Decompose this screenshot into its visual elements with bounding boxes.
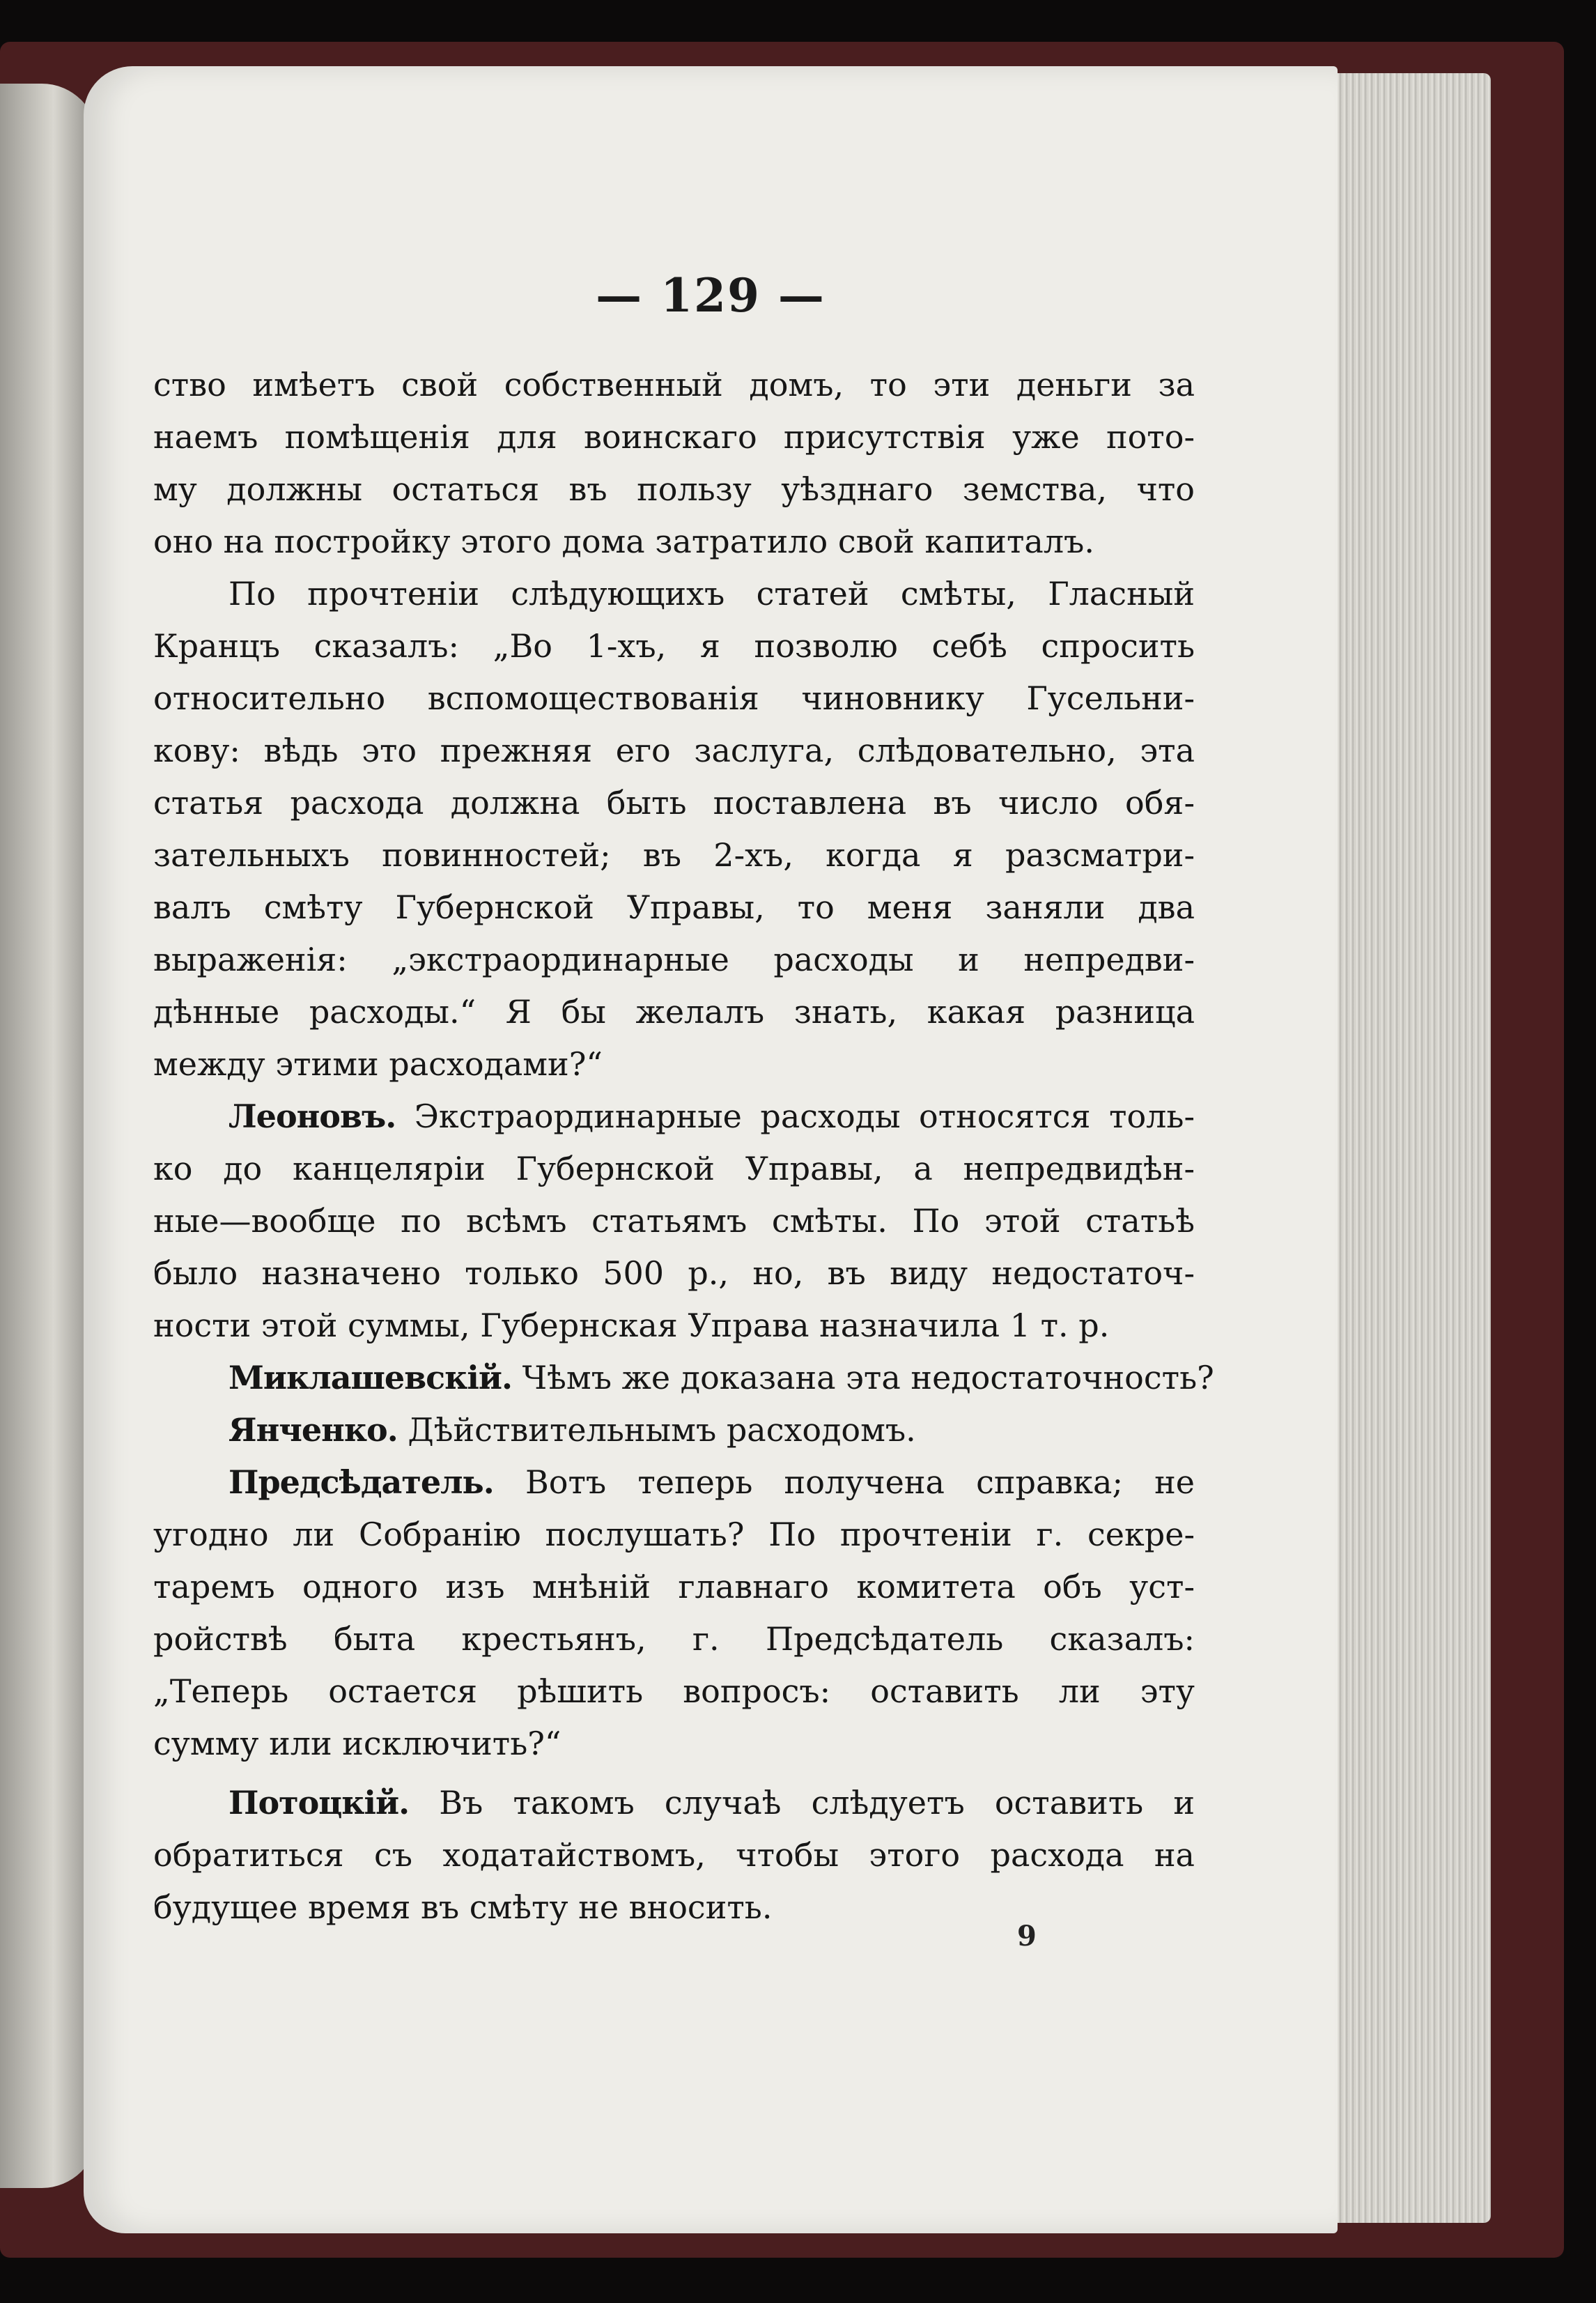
- text-line: ройствѣ быта крестьянъ, г. Предсѣдатель сказалъ:: [153, 1620, 1195, 1658]
- text-line: обратиться съ ходатайствомъ, чтобы этого расхода на: [153, 1836, 1195, 1874]
- text-line: „Теперь остается рѣшить вопросъ: оставить ли эту: [153, 1672, 1195, 1710]
- text-line: Кранцъ сказалъ: „Во 1-хъ, я позволю себѣ спросить: [153, 627, 1195, 665]
- text-line: будущее время въ смѣту не вносить.: [153, 1888, 773, 1926]
- text-line: му должны остаться въ пользу уѣзднаго земства, что: [153, 470, 1195, 508]
- text-line: По прочтеніи слѣдующихъ статей смѣты, Гласный: [228, 575, 1195, 613]
- speaker-name: Миклашевскій.: [228, 1359, 512, 1396]
- page-text: [153, 359, 1214, 1934]
- speech-text: Въ такомъ случаѣ слѣдуетъ оставить и: [439, 1784, 1195, 1821]
- text-line: ко до канцеляріи Губернской Управы, а непредвидѣн-: [153, 1150, 1195, 1187]
- text-line: выраженія: „экстраординарные расходы и непредви-: [153, 941, 1195, 978]
- text-line: таремъ одного изъ мнѣній главнаго комитета объ уст-: [153, 1568, 1195, 1605]
- text-line: статья расхода должна быть поставлена въ число обя-: [153, 784, 1195, 822]
- speech-text: Экстраординарные расходы относятся толь-: [414, 1097, 1195, 1135]
- speech-line: [153, 1777, 1195, 1829]
- signature-mark: 9: [1017, 1920, 1037, 1952]
- page-number: — 129 —: [596, 268, 826, 323]
- speaker-name: Леоновъ.: [228, 1097, 396, 1135]
- text-line: зательныхъ повинностей; въ 2-хъ, когда я разсматри-: [153, 836, 1195, 874]
- text-line: дѣнные расходы.“ Я бы желалъ знать, какая разница: [153, 993, 1195, 1031]
- speech-line: [153, 1091, 1195, 1143]
- text-line: между этими расходами?“: [153, 1045, 603, 1083]
- speech-line: [153, 1352, 1214, 1404]
- text-line: наемъ помѣщенія для воинскаго присутствія уже пото-: [153, 418, 1195, 456]
- speech-text: Дѣйствительнымъ расходомъ.: [408, 1411, 916, 1449]
- speech-text: Чѣмъ же доказана эта недостаточность?: [522, 1359, 1214, 1396]
- text-line: ные—вообще по всѣмъ статьямъ смѣты. По этой статьѣ: [153, 1202, 1195, 1240]
- speech-text: Вотъ теперь получена справка; не: [525, 1463, 1195, 1501]
- text-line: относительно вспомоществованія чиновнику Гусельни-: [153, 679, 1195, 717]
- text-line: оно на постройку этого дома затратило свой капиталъ.: [153, 523, 1094, 560]
- speaker-name: Предсѣдатель.: [228, 1463, 494, 1501]
- speech-line: [153, 1456, 1195, 1509]
- left-page-edge: [0, 84, 98, 2188]
- text-line: сумму или исключить?“: [153, 1725, 561, 1762]
- text-line: валъ смѣту Губернской Управы, то меня заняли два: [153, 888, 1195, 926]
- text-line: ности этой суммы, Губернская Управа назначила 1 т. р.: [153, 1307, 1110, 1344]
- text-line: угодно ли Собранію послушать? По прочтеніи г. секре-: [153, 1516, 1195, 1553]
- speech-line: [153, 1404, 1195, 1456]
- text-line: кову: вѣдь это прежняя его заслуга, слѣдовательно, эта: [153, 732, 1195, 769]
- text-line: ство имѣетъ свой собственный домъ, то эти деньги за: [153, 366, 1195, 403]
- book-page: [84, 66, 1338, 2233]
- text-line: было назначено только 500 р., но, въ виду недостаточ-: [153, 1254, 1195, 1292]
- speaker-name: Янченко.: [228, 1411, 398, 1449]
- speaker-name: Потоцкій.: [228, 1784, 410, 1821]
- page-edges: [1324, 73, 1491, 2223]
